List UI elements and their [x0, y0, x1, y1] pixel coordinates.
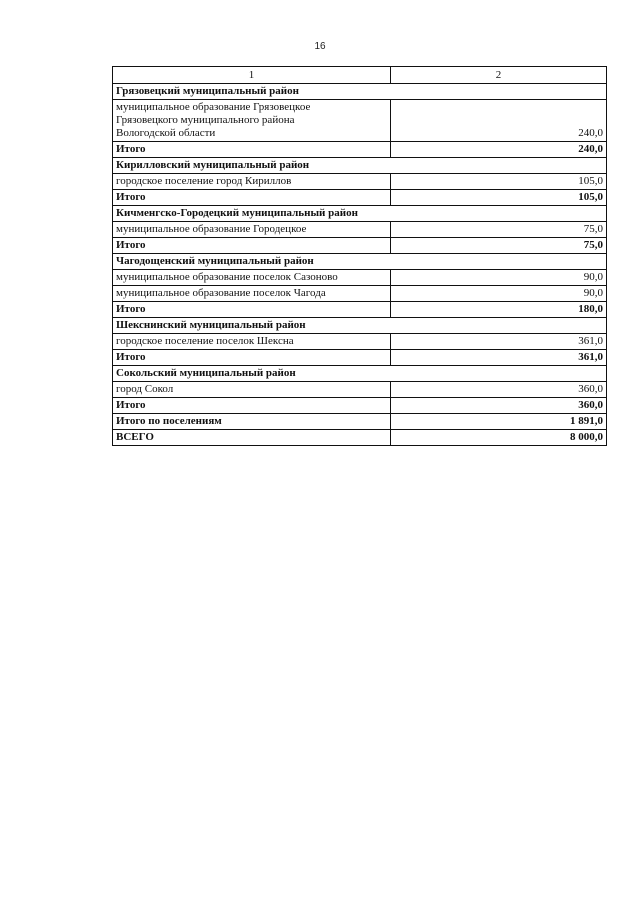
settlement-value: 360,0	[391, 382, 607, 398]
settlement-name-line: город Сокол	[116, 383, 174, 395]
district-value-empty	[391, 366, 607, 382]
settlement-value: 240,0	[391, 100, 607, 142]
district-value-empty	[391, 318, 607, 334]
summary-value: 8 000,0	[391, 430, 607, 446]
settlement-name	[113, 286, 391, 302]
settlement-value: 90,0	[391, 286, 607, 302]
district-total-row	[113, 398, 607, 414]
settlement-name	[113, 270, 391, 286]
settlement-value: 75,0	[391, 222, 607, 238]
settlement-name	[113, 382, 391, 398]
settlement-row	[113, 100, 607, 142]
district-total-row	[113, 238, 607, 254]
total-label: Итого	[113, 302, 391, 318]
settlement-value: 361,0	[391, 334, 607, 350]
district-total-row	[113, 190, 607, 206]
allocation-table	[112, 66, 607, 446]
settlement-name	[113, 222, 391, 238]
settlement-row	[113, 222, 607, 238]
district-row	[113, 158, 607, 174]
district-row	[113, 206, 607, 222]
district-row	[113, 254, 607, 270]
settlement-name	[113, 174, 391, 190]
table-header-row	[113, 67, 607, 84]
settlement-name-line: городское поселение поселок Шексна	[116, 335, 294, 347]
settlement-name-line: муниципальное образование поселок Сазоново	[116, 271, 338, 283]
summary-value: 1 891,0	[391, 414, 607, 430]
district-row	[113, 366, 607, 382]
district-row	[113, 84, 607, 100]
settlement-row	[113, 286, 607, 302]
settlement-value: 105,0	[391, 174, 607, 190]
page-number: 16	[314, 41, 326, 52]
district-value-empty	[391, 84, 607, 100]
summary-label: Итого по поселениям	[113, 414, 391, 430]
summary-row	[113, 414, 607, 430]
settlement-name-line: муниципальное образование Грязовецкое	[116, 101, 311, 113]
total-value: 361,0	[391, 350, 607, 366]
summary-label: ВСЕГО	[113, 430, 391, 446]
district-name: Кирилловский муниципальный район	[113, 158, 391, 174]
settlement-name-line: муниципальное образование поселок Чагода	[116, 287, 326, 299]
district-total-row	[113, 350, 607, 366]
district-name: Кичменгско-Городецкий муниципальный район	[113, 206, 391, 222]
total-label: Итого	[113, 142, 391, 158]
total-value: 180,0	[391, 302, 607, 318]
settlement-row	[113, 334, 607, 350]
district-name: Сокольский муниципальный район	[113, 366, 391, 382]
total-value: 75,0	[391, 238, 607, 254]
total-label: Итого	[113, 398, 391, 414]
settlement-row	[113, 270, 607, 286]
column-header-1: 1	[113, 67, 391, 84]
settlement-row	[113, 174, 607, 190]
settlement-name-line: муниципальное образование Городецкое	[116, 223, 307, 235]
district-name: Грязовецкий муниципальный район	[113, 84, 391, 100]
district-value-empty	[391, 158, 607, 174]
district-value-empty	[391, 206, 607, 222]
settlement-row	[113, 382, 607, 398]
settlement-value: 90,0	[391, 270, 607, 286]
settlement-name-line: Вологодской области	[116, 127, 216, 139]
summary-row	[113, 430, 607, 446]
total-value: 105,0	[391, 190, 607, 206]
district-row	[113, 318, 607, 334]
total-label: Итого	[113, 190, 391, 206]
district-name: Чагодощенский муниципальный район	[113, 254, 391, 270]
settlement-name	[113, 334, 391, 350]
settlement-name	[113, 100, 391, 142]
total-label: Итого	[113, 350, 391, 366]
district-name: Шекснинский муниципальный район	[113, 318, 391, 334]
district-total-row	[113, 302, 607, 318]
total-value: 360,0	[391, 398, 607, 414]
district-value-empty	[391, 254, 607, 270]
district-total-row	[113, 142, 607, 158]
column-header-2: 2	[391, 67, 607, 84]
settlement-name-line: Грязовецкого муниципального района	[116, 114, 295, 126]
total-label: Итого	[113, 238, 391, 254]
settlement-name-line: городское поселение город Кириллов	[116, 175, 292, 187]
total-value: 240,0	[391, 142, 607, 158]
